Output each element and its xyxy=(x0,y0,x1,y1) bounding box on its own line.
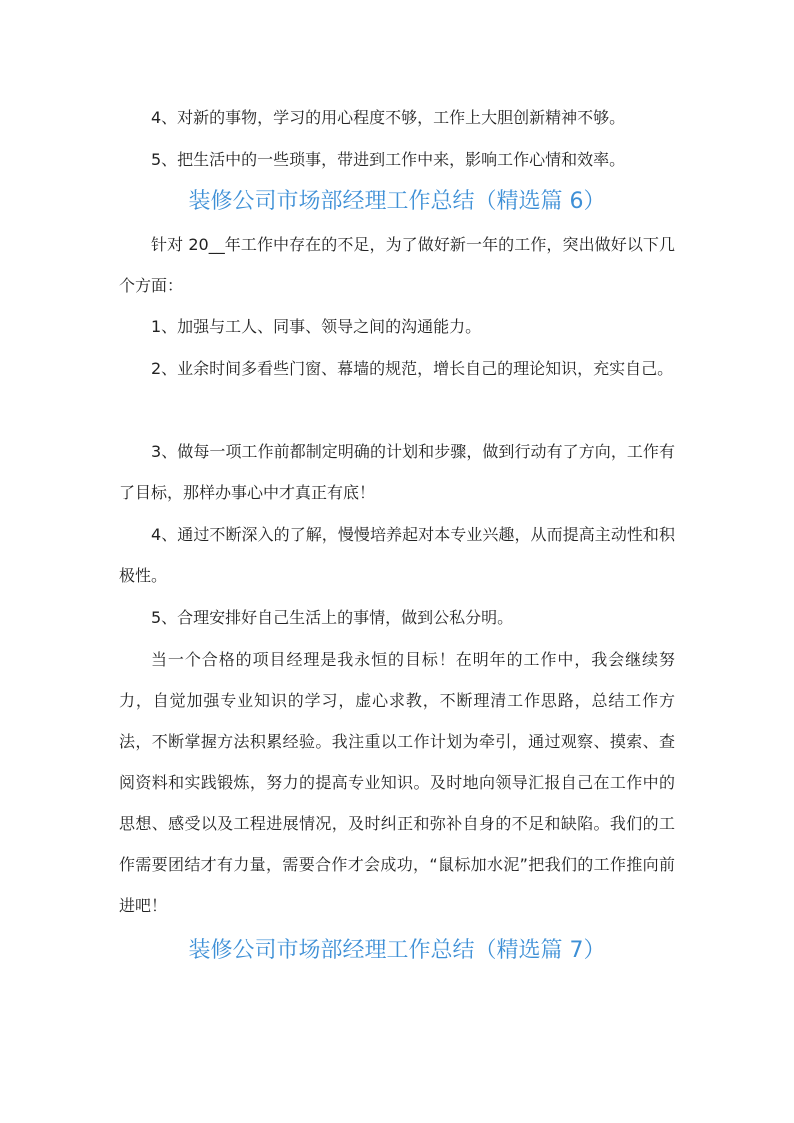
section6-item-3: 3、做每一项工作前都制定明确的计划和步骤，做到行动有了方向，工作有了目标，那样办事心中才真正有底！ xyxy=(119,442,675,502)
paragraph-top-4: 4、对新的事物，学习的用心程度不够，工作上大胆创新精神不够。 xyxy=(151,108,626,127)
section-heading-6: 装修公司市场部经理工作总结（精选篇 6） xyxy=(188,189,606,214)
section6-item-5: 5、合理安排好自己生活上的事情，做到公私分明。 xyxy=(151,608,514,627)
section6-item-2: 2、业余时间多看些门窗、幕墙的规范，增长自己的理论知识，充实自己。 xyxy=(151,359,674,378)
section-heading-7: 装修公司市场部经理工作总结（精选篇 7） xyxy=(188,938,606,963)
section6-item-4: 4、通过不断深入的了解，慢慢培养起对本专业兴趣，从而提高主动性和积极性。 xyxy=(119,525,675,585)
section6-closing: 当一个合格的项目经理是我永恒的目标！在明年的工作中，我会继续努力，自觉加强专业知识的学习，虚心求教，不断理清工作思路，总结工作方法，不断掌握方法积累经验。我注重以工作计划为牵引，通过观察、摸索、查阅资料和实践锻炼，努力的提高专业知识。及时地向领导汇报自己在工作中的思想、感受以及工程进展情况，及时纠正和弥补自身的不足和缺陷。我们的工作需要团结才有力量，需要合作才会成功，“鼠标加水泥”把我们的工作推向前进吧！ xyxy=(119,650,675,915)
paragraph-top-5: 5、把生活中的一些琐事，带进到工作中来，影响工作心情和效率。 xyxy=(151,150,626,169)
section6-item-1: 1、加强与工人、同事、领导之间的沟通能力。 xyxy=(151,317,482,336)
section6-intro: 针对 20__年工作中存在的不足，为了做好新一年的工作，突出做好以下几个方面： xyxy=(119,235,675,295)
